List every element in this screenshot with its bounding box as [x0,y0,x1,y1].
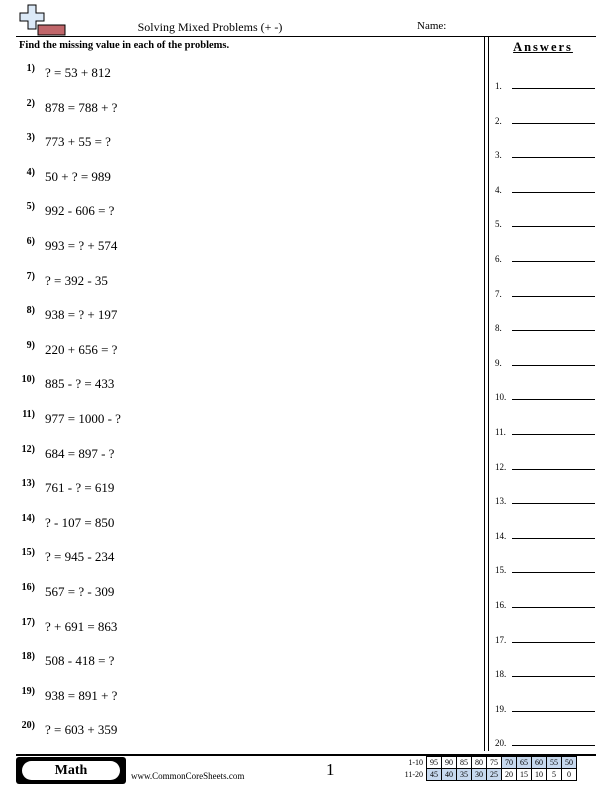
problem-number: 6) [26,236,35,247]
answer-blank[interactable] [512,157,595,158]
problem-number: 4) [26,166,35,178]
answer-row [495,319,595,333]
answer-label: 20. [495,738,507,749]
answer-blank[interactable] [512,676,595,677]
footer-url: www.CommonCoreSheets.com [131,771,245,781]
problem-number: 14) [21,512,35,524]
answer-blank[interactable] [512,296,595,297]
answer-row [495,181,595,195]
answer-row [495,665,595,679]
answer-row [495,631,595,645]
score-cell: 15 [517,769,532,781]
problem-item [18,549,478,569]
problem-number: 13) [21,478,35,490]
score-range-label: 1-10 [408,757,423,767]
problem-number: 17) [21,616,35,628]
answer-blank[interactable] [512,469,595,470]
answer-label: 10. [495,392,507,403]
problem-item [18,584,478,604]
answer-blank[interactable] [512,572,595,573]
problem-item [18,685,478,708]
score-cell: 55 [547,757,562,769]
answer-blank[interactable] [512,192,595,193]
answer-blank[interactable] [512,123,595,124]
problem-item [18,97,478,120]
answer-blank[interactable] [512,88,595,89]
problem-number: 5) [26,201,35,213]
problem-item [18,203,478,223]
answer-label: 13. [495,496,507,507]
score-cell: 90 [442,757,457,769]
score-cell: 85 [457,757,472,769]
answer-blank[interactable] [512,365,595,366]
answer-label: 9. [495,357,502,368]
column-divider [488,36,489,751]
answer-label: 17. [495,634,507,645]
answer-label: 18. [495,669,507,680]
score-cell: 60 [532,757,547,769]
column-divider [484,36,485,751]
problem-expression: 993 = ? + 574 [45,238,118,253]
answer-blank[interactable] [512,434,595,435]
worksheet-title: Solving Mixed Problems (+ -) [137,20,283,34]
answer-label: 5. [495,219,502,230]
answer-label: 14. [495,530,507,541]
problem-item [18,307,478,327]
problem-number: 19) [21,685,35,697]
problem-number: 15) [21,547,35,559]
problem-number: 3) [26,132,35,144]
score-row [393,769,577,781]
answer-row [495,458,595,472]
problem-expression: ? = 53 + 812 [45,65,111,80]
instructions: Find the missing value in each of the problems. [19,40,230,51]
problem-expression: 567 = ? - 309 [45,584,115,599]
problem-item [18,443,478,466]
score-cell: 95 [427,757,442,769]
score-cell: 35 [457,769,472,781]
problem-expression: ? = 392 - 35 [45,272,108,288]
problem-expression: 885 - ? = 433 [45,376,115,392]
problem-item [18,65,478,85]
problem-number: 16) [21,582,35,593]
problem-number: 20) [21,720,35,732]
problem-expression: 878 = 788 + ? [45,99,118,115]
problem-expression: 508 - 418 = ? [45,653,115,669]
subject-label: Math [22,761,120,780]
answer-row [495,215,595,229]
answer-row [495,250,595,264]
answers-heading: Answers [513,40,573,54]
answer-label: 11. [495,427,506,437]
answer-label: 15. [495,565,507,576]
answer-blank[interactable] [512,745,595,746]
answer-row [495,734,595,748]
score-cell: 25 [487,769,502,781]
answer-label: 3. [495,150,502,161]
score-cell: 0 [562,769,577,781]
answer-label: 12. [495,461,507,472]
answer-blank[interactable] [512,503,595,504]
answer-row [495,561,595,575]
score-cell: 80 [472,757,487,769]
answer-label: 4. [495,184,502,195]
answer-blank[interactable] [512,538,595,539]
answer-row [495,596,595,610]
score-cell: 50 [562,757,577,769]
answer-label: 1. [495,81,502,91]
score-table [393,756,577,781]
problem-item [18,339,478,362]
problem-expression: ? = 945 - 234 [45,549,115,565]
answer-row [495,146,595,160]
problem-item [18,616,478,639]
header-rule [16,36,596,37]
problem-item [18,270,478,293]
problem-expression: ? = 603 + 359 [45,722,118,738]
problem-number: 10) [21,374,35,386]
problem-expression: 938 = ? + 197 [45,307,118,323]
score-cell: 45 [427,769,442,781]
problem-expression: 684 = 897 - ? [45,445,115,461]
answer-row [495,285,595,299]
problem-item [18,512,478,535]
problem-number: 8) [26,305,35,317]
problem-number: 7) [26,270,35,282]
problem-item [18,166,478,189]
answer-blank[interactable] [512,607,595,608]
answer-row [495,77,595,91]
problem-item [18,376,478,396]
problem-expression: 992 - 606 = ? [45,203,115,219]
answer-label: 19. [495,703,507,714]
answer-blank[interactable] [512,330,595,331]
answer-blank[interactable] [512,711,595,712]
problem-item [18,480,478,500]
score-cell: 5 [547,769,562,781]
score-cell: 75 [487,757,502,769]
name-label: Name: [417,20,447,32]
problem-number: 12) [21,443,35,455]
problem-expression: 220 + 656 = ? [45,341,118,357]
answer-row [495,423,595,437]
answer-label: 8. [495,323,502,334]
answer-blank[interactable] [512,642,595,643]
answer-label: 7. [495,288,502,299]
problem-item [18,722,478,742]
answer-blank[interactable] [512,399,595,400]
problem-expression: 761 - ? = 619 [45,480,115,496]
page-number: 1 [326,760,335,779]
problem-item [18,134,478,154]
answer-label: 2. [495,115,502,126]
problem-number: 11) [22,409,35,420]
score-range-label: 11-20 [404,769,423,779]
score-cell: 30 [472,769,487,781]
answer-blank[interactable] [512,261,595,262]
problem-expression: 938 = 891 + ? [45,687,118,703]
subject-badge [16,757,126,784]
answer-label: 16. [495,600,507,610]
problem-item [18,238,478,258]
problem-item [18,653,478,673]
problem-expression: ? + 691 = 863 [45,618,118,634]
answer-row [495,700,595,714]
answer-row [495,527,595,541]
score-cell: 20 [502,769,517,781]
problem-number: 9) [26,339,35,351]
problem-item [18,411,478,431]
score-row [393,757,577,769]
problem-expression: 977 = 1000 - ? [45,411,121,426]
score-cell: 10 [532,769,547,781]
problem-number: 18) [21,651,35,663]
problem-expression: 50 + ? = 989 [45,168,111,184]
answer-label: 6. [495,254,502,264]
score-cell: 70 [502,757,517,769]
answer-row [495,354,595,368]
answer-row [495,492,595,506]
problem-number: 1) [26,63,35,74]
answer-blank[interactable] [512,226,595,227]
answer-row [495,112,595,126]
score-cell: 65 [517,757,532,769]
score-cell: 40 [442,769,457,781]
problem-number: 2) [26,97,35,109]
problem-expression: 773 + 55 = ? [45,134,111,150]
problem-expression: ? - 107 = 850 [45,514,115,530]
answer-row [495,388,595,402]
